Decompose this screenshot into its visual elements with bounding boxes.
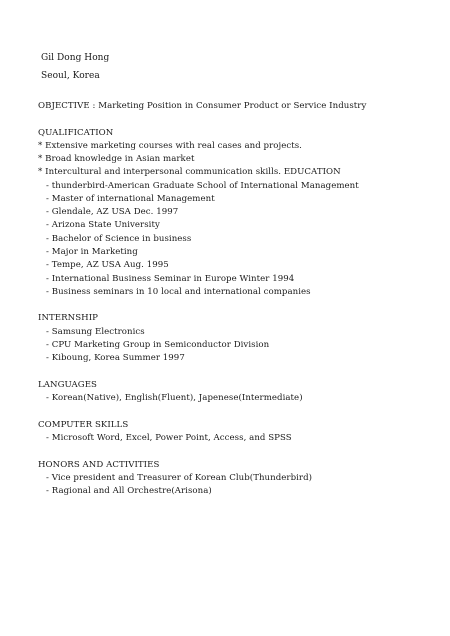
languages-heading: LANGUAGES <box>38 380 97 390</box>
computer-skills-item: - Microsoft Word, Excel, Power Point, Access, and SPSS <box>46 433 292 443</box>
qualification-bullet: * Extensive marketing courses with real cases and projects. <box>38 141 302 151</box>
education-item: - thunderbird-American Graduate School of International Management <box>46 181 359 191</box>
applicant-name: Gil Dong Hong <box>41 53 110 63</box>
qualification-heading: QUALIFICATION <box>38 128 114 138</box>
honors-heading: HONORS AND ACTIVITIES <box>38 460 160 470</box>
applicant-location: Seoul, Korea <box>41 71 100 81</box>
education-item: - Arizona State University <box>46 220 160 230</box>
qualification-bullet: * Broad knowledge in Asian market <box>38 154 195 164</box>
internship-heading: INTERNSHIP <box>38 313 98 323</box>
honors-item: - Vice president and Treasurer of Korean Club(Thunderbird) <box>46 473 313 483</box>
internship-item: - Kiboung, Korea Summer 1997 <box>46 353 185 363</box>
honors-item: - Ragional and All Orchestre(Arisona) <box>46 486 212 496</box>
internship-item: - Samsung Electronics <box>46 327 145 337</box>
education-item: - International Business Seminar in Europe Winter 1994 <box>46 274 295 284</box>
languages-item: - Korean(Native), English(Fluent), Japenese(Intermediate) <box>46 393 303 403</box>
education-item: - Glendale, AZ USA Dec. 1997 <box>46 207 179 217</box>
education-item: - Major in Marketing <box>46 247 138 257</box>
education-item: - Master of international Management <box>46 194 215 204</box>
internship-item: - CPU Marketing Group in Semiconductor Division <box>46 340 270 350</box>
qualification-bullet: * Intercultural and interpersonal communication skills. EDUCATION <box>38 167 341 177</box>
education-item: - Business seminars in 10 local and international companies <box>46 287 311 297</box>
computer-skills-heading: COMPUTER SKILLS <box>38 420 129 430</box>
education-item: - Bachelor of Science in business <box>46 234 192 244</box>
education-item: - Tempe, AZ USA Aug. 1995 <box>46 260 169 270</box>
objective-line: OBJECTIVE : Marketing Position in Consumer Product or Service Industry <box>38 101 367 111</box>
